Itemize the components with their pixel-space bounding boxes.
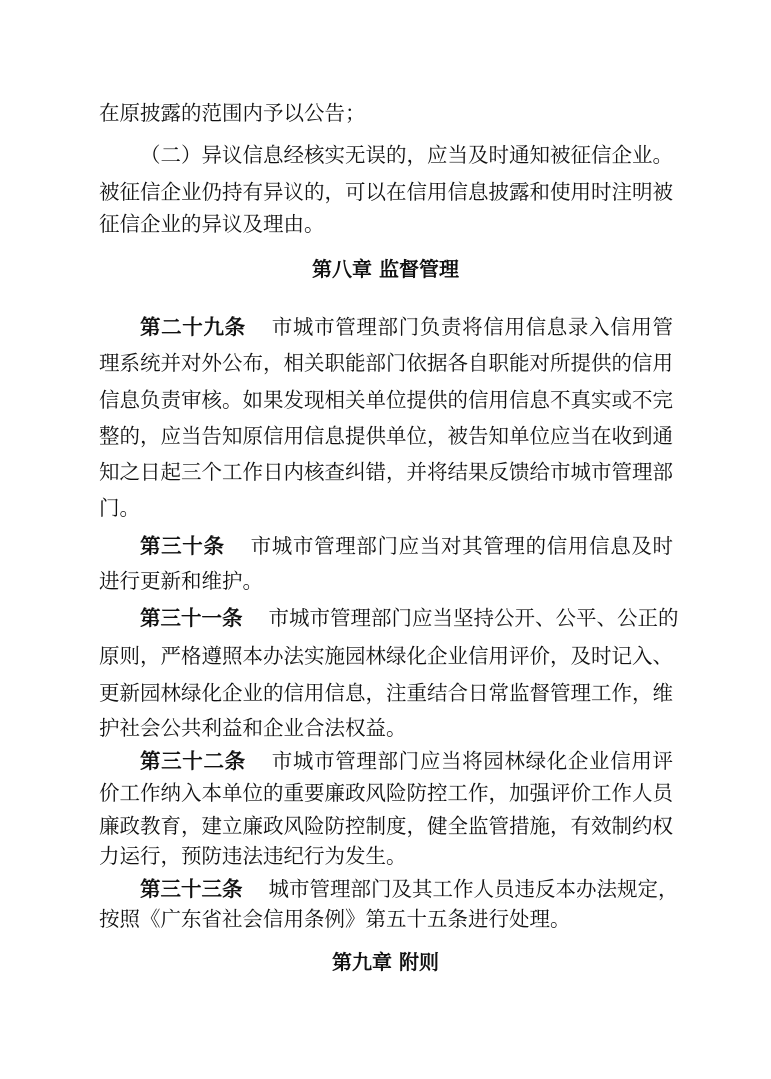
- text-line: 在原披露的范围内予以公告；: [99, 101, 366, 125]
- article-29-line: 第二十九条 市城市管理部门负责将信用信息录入信用管: [140, 315, 674, 339]
- article-29-line: 整的，应当告知原信用信息提供单位，被告知单位应当在收到通: [99, 424, 673, 448]
- article-30-line: 第三十条 市城市管理部门应当对其管理的信用信息及时: [140, 534, 673, 558]
- chapter-heading: 第八章 监督管理: [312, 257, 459, 281]
- article-label: 第三十三条: [140, 877, 243, 901]
- text-line: 征信企业的异议及理由。: [99, 212, 325, 236]
- article-30-line: 进行更新和维护。: [99, 569, 263, 593]
- article-label: 第三十二条: [140, 749, 246, 773]
- article-29-line: 知之日起三个工作日内核查纠错，并将结果反馈给市城市管理部: [99, 460, 673, 484]
- article-32-line: 第三十二条 市城市管理部门应当将园林绿化企业信用评: [140, 749, 674, 773]
- article-31-line: 更新园林绿化企业的信用信息，注重结合日常监督管理工作，维: [99, 681, 673, 705]
- article-33-line: 按照《广东省社会信用条例》第五十五条进行处理。: [99, 907, 571, 931]
- article-32-line: 力运行，预防违法违纪行为发生。: [99, 844, 407, 868]
- article-31-line: 第三十一条 市城市管理部门应当坚持公开、公平、公正的: [140, 606, 679, 630]
- article-31-line: 原则，严格遵照本办法实施园林绿化企业信用评价，及时记入、: [99, 644, 673, 668]
- text-line: （二）异议信息经核实无误的，应当及时通知被征信企业。: [140, 143, 673, 167]
- text-line: 被征信企业仍持有异议的，可以在信用信息披露和使用时注明被: [99, 180, 673, 204]
- article-32-line: 廉政教育，建立廉政风险防控制度，健全监管措施，有效制约权: [99, 814, 673, 838]
- article-33-line: 第三十三条 城市管理部门及其工作人员违反本办法规定，: [140, 877, 679, 901]
- chapter-heading: 第九章 附则: [332, 950, 439, 974]
- article-29-line: 信息负责审核。如果发现相关单位提供的信用信息不真实或不完: [99, 388, 673, 412]
- article-label: 第二十九条: [140, 315, 246, 339]
- article-32-line: 价工作纳入本单位的重要廉政风险防控工作，加强评价工作人员: [99, 781, 673, 805]
- article-29-line: 理系统并对外公布，相关职能部门依据各自职能对所提供的信用: [99, 351, 673, 375]
- article-label: 第三十一条: [140, 606, 243, 630]
- article-label: 第三十条: [140, 534, 225, 558]
- article-29-line: 门。: [99, 496, 140, 520]
- article-31-line: 护社会公共利益和企业合法权益。: [99, 716, 407, 740]
